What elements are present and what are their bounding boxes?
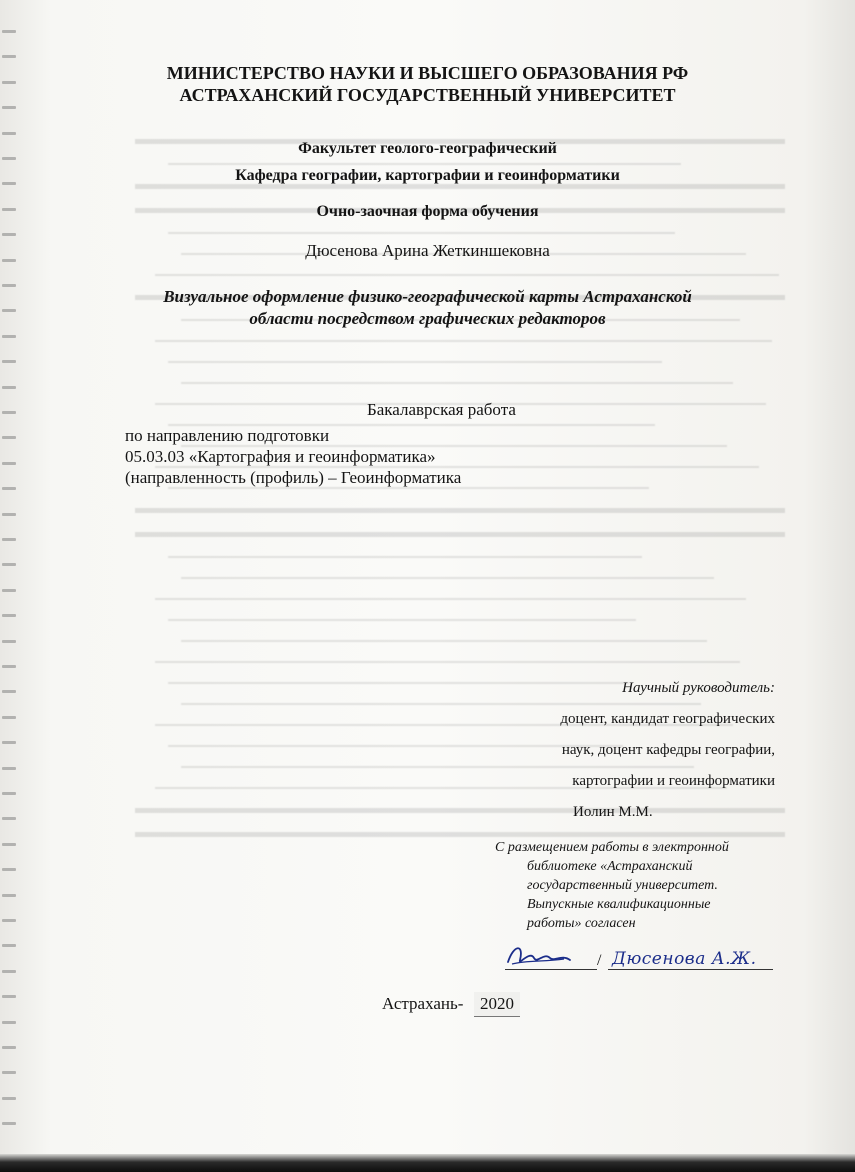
signature-area xyxy=(500,942,780,976)
supervisor-line-2: наук, доцент кафедры географии, xyxy=(561,742,775,758)
signature-scribble-icon xyxy=(504,940,574,970)
supervisor-name: Иолин М.М. xyxy=(573,804,653,820)
binding-hole xyxy=(2,55,16,58)
binding-hole xyxy=(2,970,16,973)
binding-hole xyxy=(2,944,16,947)
bleed-through-line xyxy=(168,361,662,363)
binding-hole xyxy=(2,436,16,439)
binding-hole xyxy=(2,513,16,516)
consent-line-4: Выпускные квалификационные xyxy=(527,897,711,912)
bleed-through-line xyxy=(168,619,636,621)
bleed-through-line xyxy=(155,661,740,663)
binding-hole xyxy=(2,741,16,744)
bleed-through-line xyxy=(181,640,708,642)
ministry-line-2: АСТРАХАНСКИЙ ГОСУДАРСТВЕННЫЙ УНИВЕРСИТЕТ xyxy=(179,85,676,105)
department-heading: Кафедра географии, картографии и геоинформатики xyxy=(235,167,620,184)
supervisor-line-3: картографии и геоинформатики xyxy=(572,773,775,789)
bleed-through-line xyxy=(155,340,773,342)
binding-hole xyxy=(2,1046,16,1049)
binding-hole xyxy=(2,919,16,922)
binding-hole xyxy=(2,665,16,668)
bleed-through-line xyxy=(155,598,747,600)
binding-hole xyxy=(2,1071,16,1074)
supervisor-title: Научный руководитель: xyxy=(622,680,775,696)
consent-line-5: работы» согласен xyxy=(527,916,636,931)
binding-hole xyxy=(2,411,16,414)
bleed-through-line xyxy=(168,163,682,165)
bleed-through-line xyxy=(135,508,785,513)
bleed-through-line xyxy=(135,532,785,537)
consent-line-3: государственный университет. xyxy=(527,878,718,893)
work-type: Бакалаврская работа xyxy=(367,400,516,419)
binding-hole xyxy=(2,106,16,109)
direction-line-1: по направлению подготовки xyxy=(125,426,330,445)
binding-hole xyxy=(2,792,16,795)
binding-hole xyxy=(2,817,16,820)
binding-hole xyxy=(2,335,16,338)
binding-hole xyxy=(2,894,16,897)
binding-hole xyxy=(2,487,16,490)
ministry-line-1: МИНИСТЕРСТВО НАУКИ И ВЫСШЕГО ОБРАЗОВАНИЯ РФ xyxy=(166,63,689,83)
binding-hole xyxy=(2,843,16,846)
bleed-through-line xyxy=(168,556,643,558)
publication-consent xyxy=(495,838,729,933)
thesis-title-line-2: области посредством графических редакторов xyxy=(249,309,606,328)
signature-separator: / xyxy=(597,952,602,969)
handwritten-name: Дюсенова А.Ж. xyxy=(612,949,757,969)
binding-hole xyxy=(2,538,16,541)
scan-bottom-edge xyxy=(0,1154,855,1172)
binding-hole xyxy=(2,767,16,770)
year: 2020 xyxy=(474,992,520,1017)
supervisor-line-1: доцент, кандидат географических xyxy=(560,711,775,727)
ministry-heading xyxy=(0,62,855,106)
direction-line-2: 05.03.03 «Картография и геоинформатика» xyxy=(125,447,436,466)
supervisor-block xyxy=(515,680,775,821)
study-direction xyxy=(125,425,461,488)
bleed-through-line xyxy=(181,577,714,579)
bleed-through-line xyxy=(168,232,675,234)
binding-hole xyxy=(2,995,16,998)
author-name: Дюсенова Арина Жеткиншековна xyxy=(305,241,550,260)
bleed-through-line xyxy=(155,274,779,276)
direction-line-3: (направленность (профиль) – Геоинформатика xyxy=(125,468,462,487)
binding-hole xyxy=(2,30,16,33)
thesis-title-line-1: Визуальное оформление физико-географической карты Астраханской xyxy=(163,287,692,306)
binding-hole xyxy=(2,233,16,236)
binding-hole xyxy=(2,1097,16,1100)
binding-hole xyxy=(2,716,16,719)
binding-hole xyxy=(2,386,16,389)
name-line xyxy=(608,969,773,970)
bleed-through-line xyxy=(135,832,785,837)
binding-hole xyxy=(2,462,16,465)
bleed-through-line xyxy=(181,382,734,384)
binding-hole xyxy=(2,132,16,135)
faculty-heading: Факультет геолого-географический xyxy=(298,140,557,157)
binding-hole xyxy=(2,360,16,363)
consent-line-1: С размещением работы в электронной xyxy=(495,840,729,855)
thesis-title xyxy=(0,286,855,330)
binding-hole xyxy=(2,1122,16,1125)
binding-hole xyxy=(2,868,16,871)
city: Астрахань- xyxy=(382,994,464,1013)
binding-hole xyxy=(2,1021,16,1024)
binding-hole xyxy=(2,563,16,566)
binding-holes xyxy=(0,30,22,1150)
binding-hole xyxy=(2,690,16,693)
consent-line-2: библиотеке «Астраханский xyxy=(527,859,693,874)
binding-hole xyxy=(2,614,16,617)
binding-hole xyxy=(2,589,16,592)
study-form: Очно-заочная форма обучения xyxy=(316,203,539,220)
binding-hole xyxy=(2,640,16,643)
